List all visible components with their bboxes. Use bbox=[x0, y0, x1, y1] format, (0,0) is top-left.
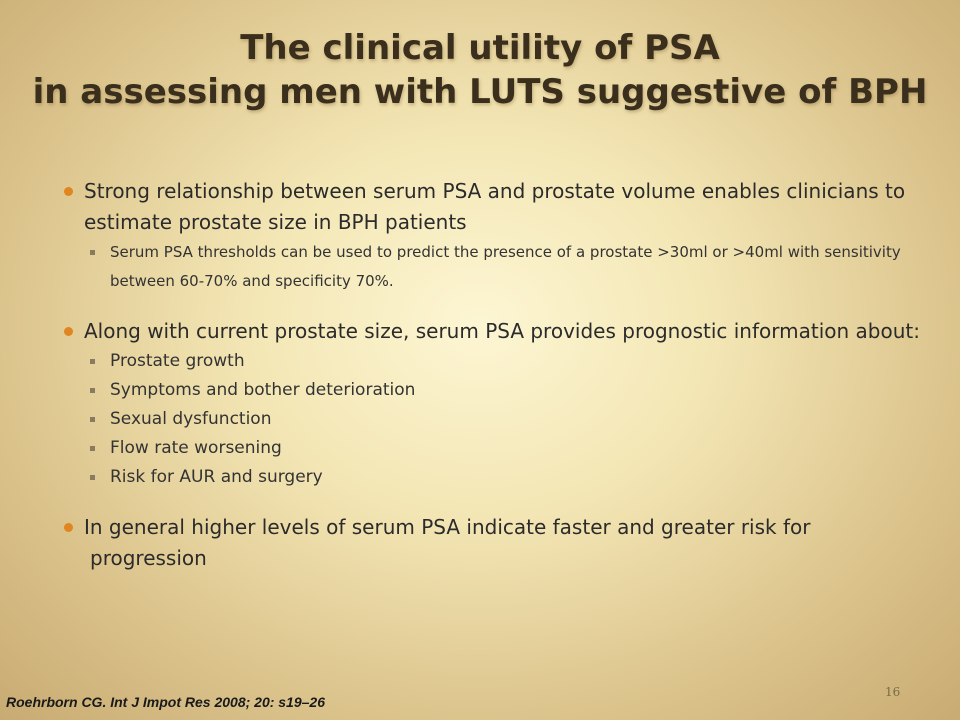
sub-bullet-2-1 bbox=[64, 347, 924, 376]
title-line-2: in assessing men with LUTS suggestive of BPH bbox=[32, 72, 928, 112]
bullet-2 bbox=[64, 316, 924, 347]
citation: Roehrborn CG. Int J Impot Res 2008; 20: s19–26 bbox=[6, 694, 325, 710]
sub-bullet-1-1 bbox=[64, 238, 924, 296]
bullet-1 bbox=[64, 176, 924, 238]
sub-bullet-2-1-text: Prostate growth bbox=[110, 351, 245, 371]
sub-bullet-square-icon bbox=[90, 475, 95, 480]
sub-bullet-2-4 bbox=[64, 434, 924, 463]
sub-bullet-2-2-text: Symptoms and bother deterioration bbox=[110, 380, 416, 400]
slide-body bbox=[64, 176, 924, 574]
bullet-3-text-line-2: progression bbox=[90, 546, 207, 570]
bullet-3 bbox=[64, 512, 924, 574]
title-line-1: The clinical utility of PSA bbox=[240, 28, 720, 68]
page-number: 16 bbox=[885, 685, 901, 699]
sub-bullet-square-icon bbox=[90, 250, 95, 255]
sub-bullet-square-icon bbox=[90, 417, 95, 422]
sub-bullet-2-3 bbox=[64, 405, 924, 434]
sub-bullet-2-5-text: Risk for AUR and surgery bbox=[110, 467, 323, 487]
slide-title bbox=[20, 26, 940, 114]
sub-bullet-2-4-text: Flow rate worsening bbox=[110, 438, 282, 458]
sub-bullet-2-2 bbox=[64, 376, 924, 405]
sub-bullet-2-3-text: Sexual dysfunction bbox=[110, 409, 272, 429]
sub-bullet-2-5 bbox=[64, 463, 924, 492]
bullet-3-text-line-1: In general higher levels of serum PSA indicate faster and greater risk for bbox=[84, 515, 811, 539]
bullet-1-text: Strong relationship between serum PSA and prostate volume enables clinicians to estimate prostate size in BPH patients bbox=[84, 179, 906, 234]
bullet-dot-icon bbox=[64, 187, 73, 196]
sub-bullet-1-1-text: Serum PSA thresholds can be used to predict the presence of a prostate >30ml or >40ml with sensitivity between 60-70% and specificity 70%. bbox=[110, 243, 901, 290]
sub-bullet-square-icon bbox=[90, 446, 95, 451]
bullet-dot-icon bbox=[64, 523, 73, 532]
sub-bullet-square-icon bbox=[90, 359, 95, 364]
sub-bullet-square-icon bbox=[90, 388, 95, 393]
bullet-dot-icon bbox=[64, 327, 73, 336]
bullet-2-text: Along with current prostate size, serum PSA provides prognostic information about: bbox=[84, 319, 920, 343]
